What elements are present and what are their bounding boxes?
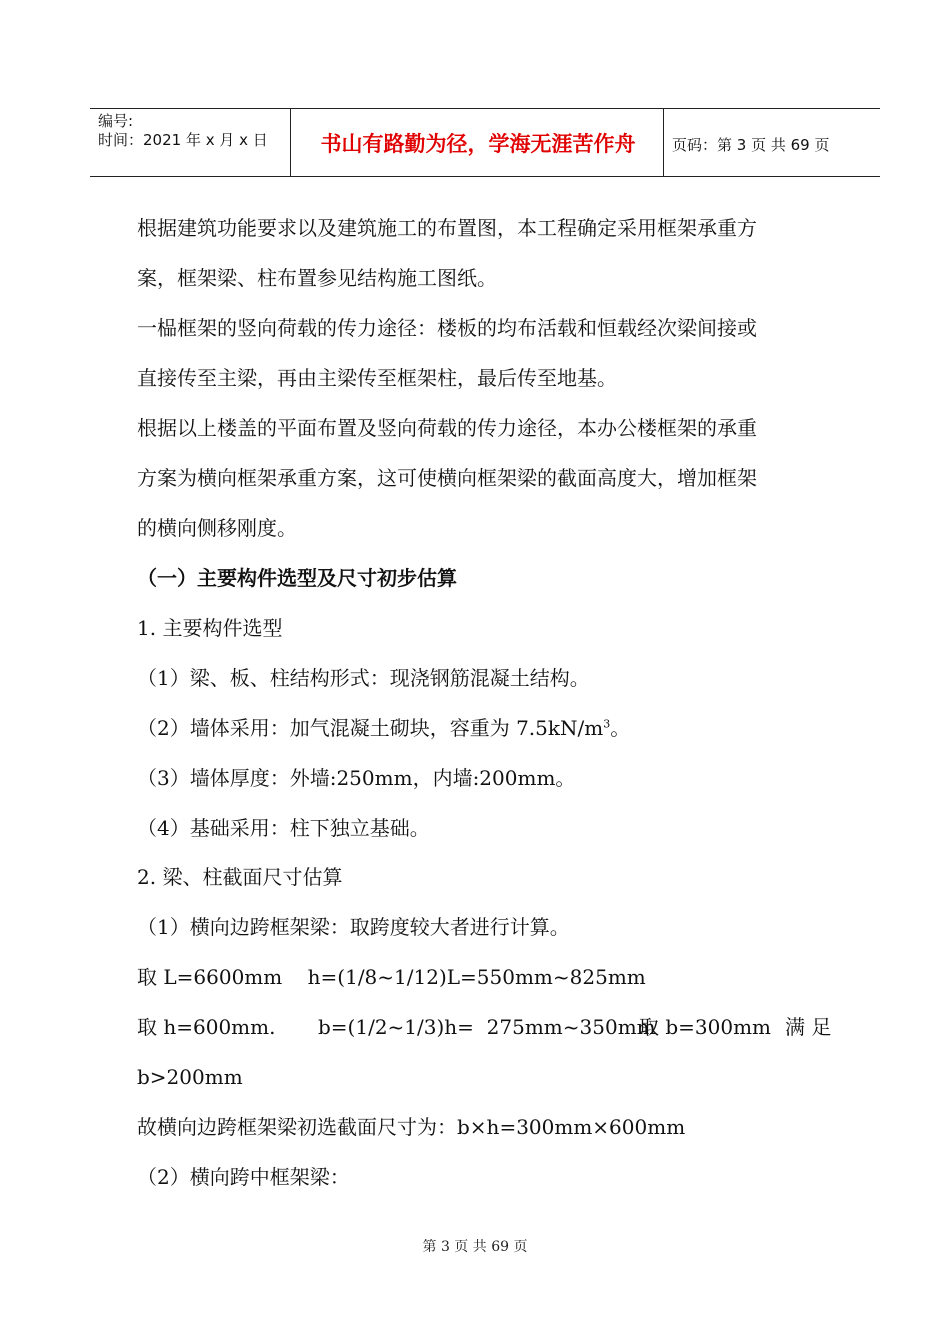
header-bottom-rule <box>90 176 880 177</box>
item-1-2 <box>137 703 831 753</box>
paragraph-1-line-2: 案，框架梁、柱布置参见结构施工图纸。 <box>137 266 497 290</box>
calc-line-1: 取 L=6600mm h=(1/8~1/12)L=550mm~825mm <box>137 965 646 989</box>
result-line: 故横向边跨框架梁初选截面尺寸为：b×h=300mm×600mm <box>137 1115 686 1139</box>
header-meta <box>98 112 268 150</box>
calc-line-3: b>200mm <box>137 1065 243 1089</box>
document-number-label: 编号: <box>98 112 134 130</box>
item-1-2-text: （2）墙体采用：加气混凝土砌块，容重为 7.5kN/m <box>137 716 604 740</box>
calc-line-2-part-c: 取 b=300mm <box>639 1015 772 1039</box>
item-1-4: （4）基础采用：柱下独立基础。 <box>137 816 430 840</box>
paragraph-3-line-1: 根据以上楼盖的平面布置及竖向荷载的传力途径，本办公楼框架的承重 <box>137 416 757 440</box>
header-top-rule <box>90 108 880 109</box>
document-time-label: 时间：2021 年 x 月 x 日 <box>98 131 268 149</box>
item-2-1: （1）横向边跨框架梁：取跨度较大者进行计算。 <box>137 915 570 939</box>
item-1-2-end: 。 <box>610 716 631 740</box>
item-1-1: （1）梁、板、柱结构形式：现浇钢筋混凝土结构。 <box>137 666 590 690</box>
header-divider-right <box>663 108 664 177</box>
item-2-heading: 2. 梁、柱截面尺寸估算 <box>137 865 343 889</box>
calc-line-2-part-d: 满 足 <box>785 1015 832 1039</box>
paragraph-2-line-2: 直接传至主梁，再由主梁传至框架柱，最后传至地基。 <box>137 366 617 390</box>
header-motto: 书山有路勤为径，学海无涯苦作舟 <box>320 132 636 156</box>
paragraph-3-line-3: 的横向侧移刚度。 <box>137 516 297 540</box>
header-page-code: 页码：第 3 页 共 69 页 <box>672 136 830 154</box>
paragraph-1-line-1: 根据建筑功能要求以及建筑施工的布置图，本工程确定采用框架承重方 <box>137 216 757 240</box>
paragraph-3-line-2: 方案为横向框架承重方案，这可使横向框架梁的截面高度大，增加框架 <box>137 466 757 490</box>
calc-line-2-part-a: 取 h=600mm. <box>137 1015 276 1039</box>
calc-line-2-part-b: b=(1/2~1/3)h= 275mm~350mm <box>318 1015 656 1039</box>
item-1-heading: 1. 主要构件选型 <box>137 616 283 640</box>
paragraph-2-line-1: 一榀框架的竖向荷载的传力途径：楼板的均布活载和恒载经次梁间接或 <box>137 316 757 340</box>
header-divider-left <box>290 108 291 177</box>
footer-page-number: 第 3 页 共 69 页 <box>422 1239 528 1255</box>
item-1-2-superscript: 3 <box>603 717 611 731</box>
item-2-2: （2）横向跨中框架梁： <box>137 1165 350 1189</box>
item-1-3: （3）墙体厚度：外墙:250mm，内墙:200mm。 <box>137 766 576 790</box>
section-heading: （一）主要构件选型及尺寸初步估算 <box>137 566 457 590</box>
